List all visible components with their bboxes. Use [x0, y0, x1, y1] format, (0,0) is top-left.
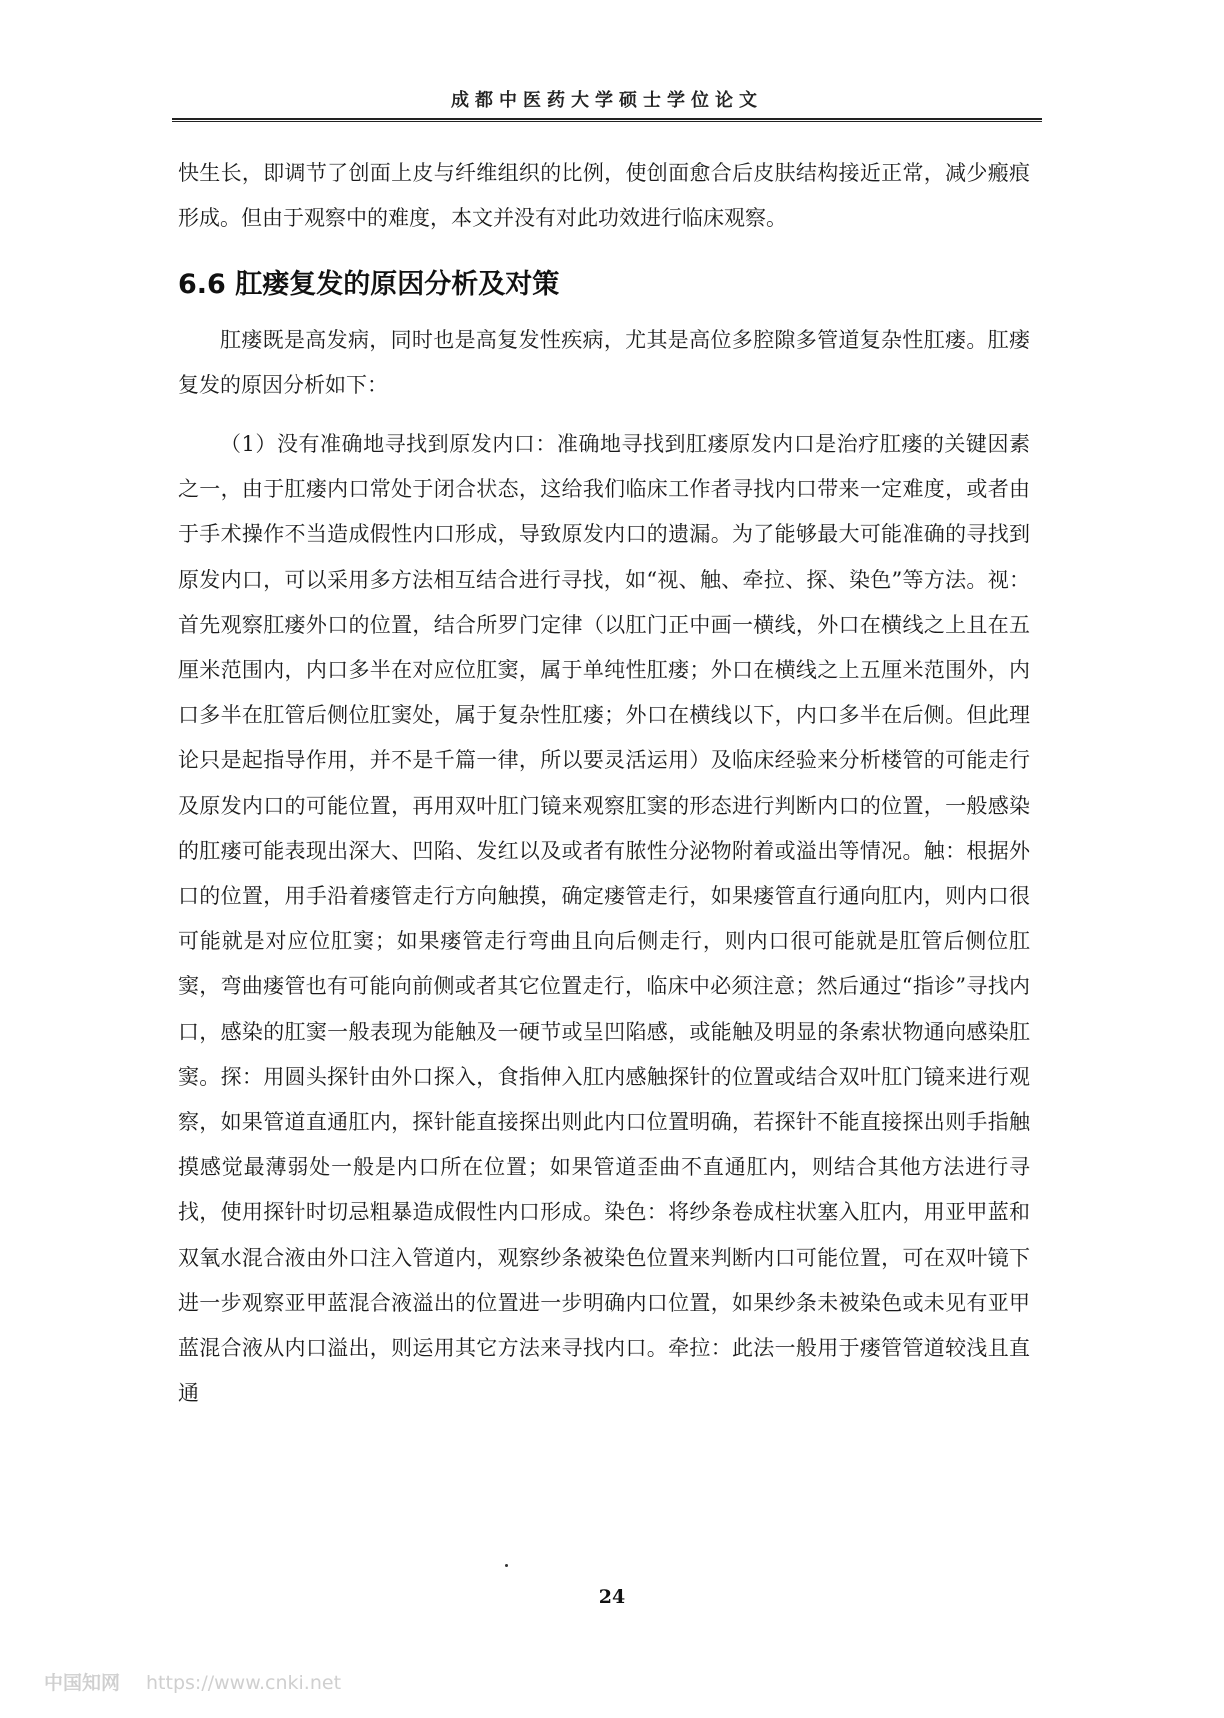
paragraph-intro: 肛瘘既是高发病，同时也是高复发性疾病，尤其是高位多腔隙多管道复杂性肛瘘。肛瘘复发的原因分析如下：: [178, 328, 1030, 398]
watermark-url: https://www.cnki.net: [146, 1672, 342, 1694]
section-heading: [178, 262, 559, 301]
page-number: 24: [598, 1586, 626, 1608]
header-rule: [172, 118, 1042, 122]
section-number: 6.6: [178, 269, 226, 300]
paragraph-point-1: （1）没有准确地寻找到原发内口：准确地寻找到肛瘘原发内口是治疗肛瘘的关键因素之一，由于肛瘘内口常处于闭合状态，这给我们临床工作者寻找内口带来一定难度，或者由于手术操作不当造成假性内口形成，导致原发内口的遗漏。为了能够最大可能准确的寻找到原发内口，可以采用多方法相互结合进行寻找，如“视、触、牵拉、探、染色”等方法。视：首先观察肛瘘外口的位置，结合所罗门定律（以肛门正中画一横线，外口在横线之上且在五厘米范围内，内口多半在对应位肛窦，属于单纯性肛瘘；外口在横线之上五厘米范围外，内口多半在肛管后侧位肛窦处，属于复杂性肛瘘；外口在横线以下，内口多半在后侧。但此理论只是起指导作用，并不是千篇一律，所以要灵活运用）及临床经验来分析楼管的可能走行及原发内口的可能位置，再用双叶肛门镜来观察肛窦的形态进行判断内口的位置，一般感染的肛瘘可能表现出深大、凹陷、发红以及或者有脓性分泌物附着或溢出等情况。触：根据外口的位置，用手沿着瘘管走行方向触摸，确定瘘管走行，如果瘘管直行通向肛内，则内口很可能就是对应位肛窦；如果瘘管走行弯曲且向后侧走行，则内口很可能就是肛管后侧位肛窦，弯曲瘘管也有可能向前侧或者其它位置走行，临床中必须注意；然后通过“指诊”寻找内口，感染的肛窦一般表现为能触及一硬节或呈凹陷感，或能触及明显的条索状物通向感染肛窦。探：用圆头探针由外口探入，食指伸入肛内感触探针的位置或结合双叶肛门镜来进行观察，如果管道直通肛内，探针能直接探出则此内口位置明确，若探针不能直接探出则手指触摸感觉最薄弱处一般是内口所在位置；如果管道歪曲不直通肛内，则结合其他方法进行寻找，使用探针时切忌粗暴造成假性内口形成。染色：将纱条卷成柱状塞入肛内，用亚甲蓝和双氧水混合液由外口注入管道内，观察纱条被染色位置来判断内口可能位置，可在双叶镜下进一步观察亚甲蓝混合液溢出的位置进一步明确内口位置，如果纱条未被染色或未见有亚甲蓝混合液从内口溢出，则运用其它方法来寻找内口。牵拉：此法一般用于瘘管管道较浅且直通: [178, 432, 1030, 1406]
scan-dot: [505, 1564, 508, 1567]
running-header: 成都中医药大学硕士学位论文: [451, 90, 763, 111]
section-title-text: 肛瘘复发的原因分析及对策: [235, 269, 560, 300]
watermark: [44, 1668, 341, 1695]
paragraph-continuation: 快生长，即调节了创面上皮与纤维组织的比例，使创面愈合后皮肤结构接近正常，减少瘢痕形成。但由于观察中的难度，本文并没有对此功效进行临床观察。: [178, 161, 1030, 231]
watermark-logo: 中国知网: [44, 1672, 121, 1694]
